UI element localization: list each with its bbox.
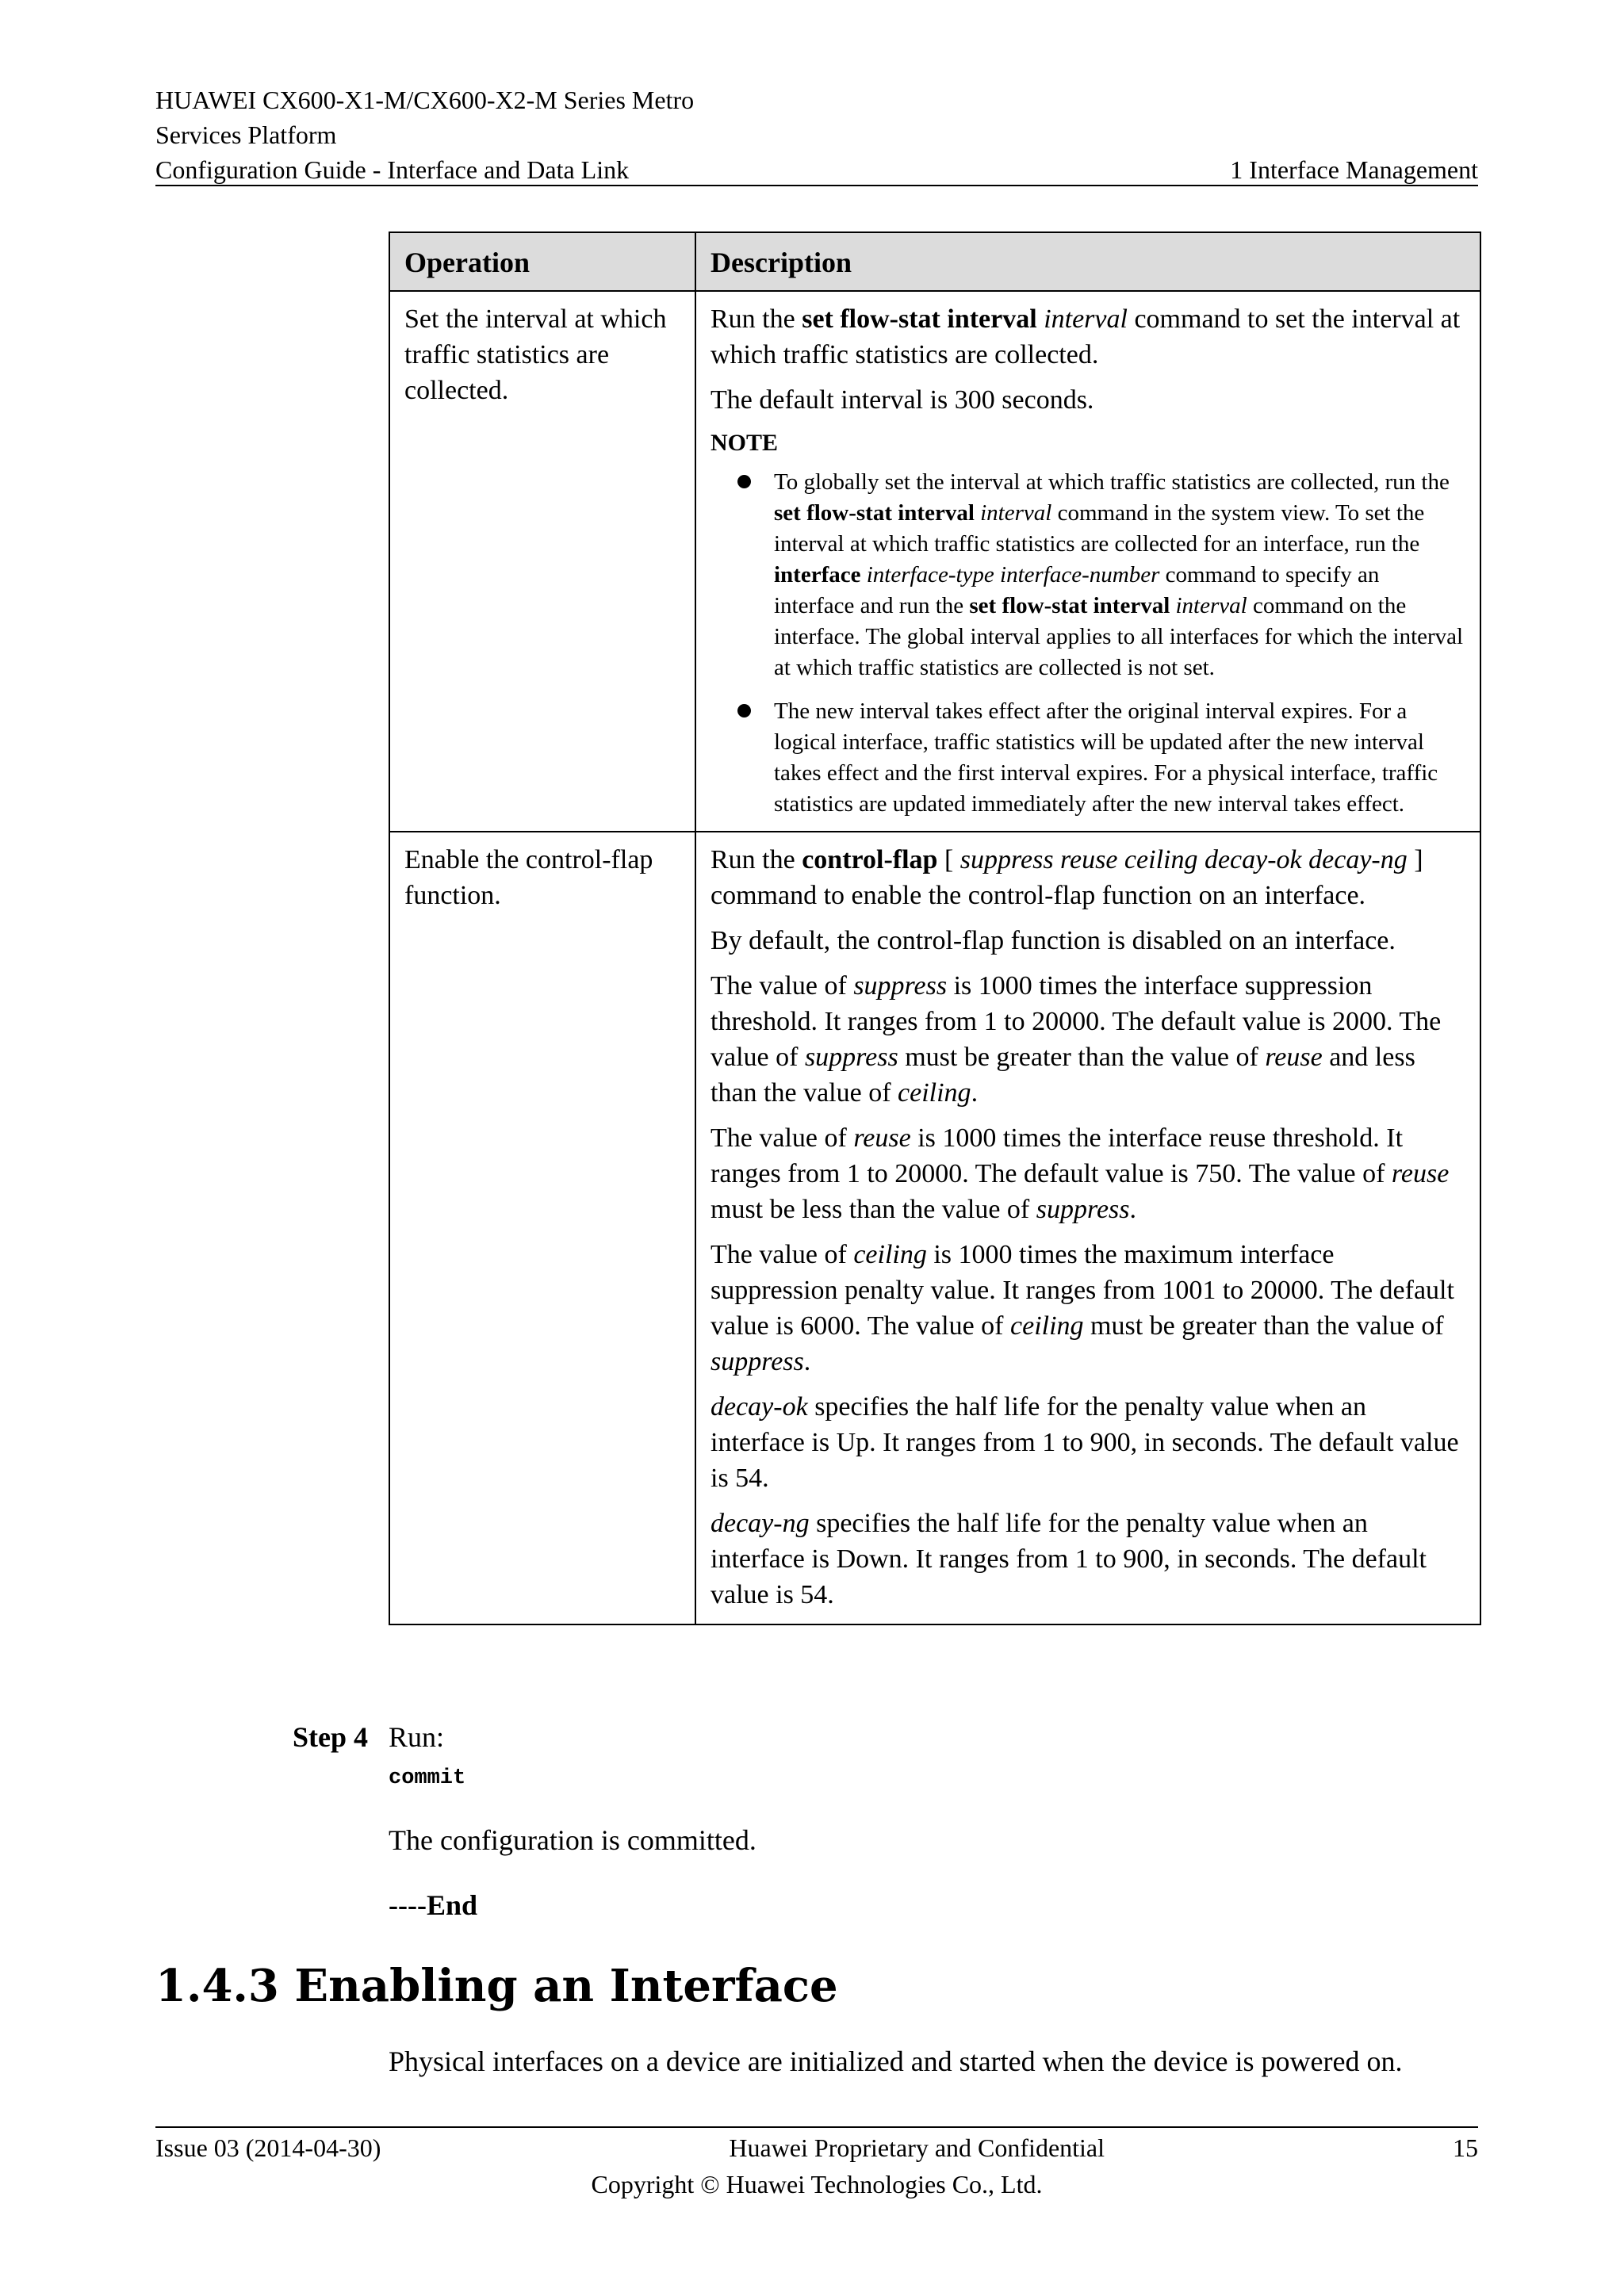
- description-paragraph: The value of ceiling is 1000 times the maximum interface suppression penalty value. It ranges from 1001 to 20000. The default value is 6000. The value of ceiling must be greater than the value of suppress.: [710, 1240, 1454, 1376]
- operation-table: [389, 232, 1481, 1625]
- header-product-line1: HUAWEI CX600-X1-M/CX600-X2-M Series Metro: [155, 86, 695, 114]
- note-item: To globally set the interval at which traffic statistics are collected, run the set flow-stat interval interval command in the system view. To set the interval at which traffic statistics are collected for an interface, run the interface interface-type interface-number command to specify an interface and run the set flow-stat interval interval command on the interface. The global interval applies to all interfaces for which the interval at which traffic statistics are collected is not set.: [710, 467, 1465, 683]
- note-title: NOTE: [710, 430, 779, 456]
- footer-page-number: 15: [1453, 2133, 1478, 2162]
- step-end-marker: ----End: [389, 1889, 478, 1921]
- operation-cell: Set the interval at which traffic statistics are collected.: [389, 291, 695, 832]
- step-result-text: The configuration is committed.: [389, 1824, 756, 1856]
- command-argument: suppress reuse ceiling decay-ok decay-ng: [959, 845, 1408, 874]
- operation-cell: Enable the control-flap function.: [389, 832, 695, 1624]
- header-chapter-title: 1 Interface Management: [1230, 155, 1478, 184]
- table-header-row: [389, 232, 1480, 291]
- note-list: [710, 467, 1465, 820]
- footer-row: [155, 2130, 1478, 2166]
- column-header-operation: Operation: [389, 232, 695, 291]
- step-run-text: Run:: [389, 1721, 445, 1753]
- footer-divider: [155, 2126, 1478, 2128]
- description-paragraph: decay-ng specifies the half life for the penalty value when an interface is Down. It ranges from 1 to 900, in seconds. The default value is 54.: [710, 1509, 1427, 1609]
- note-item: The new interval takes effect after the original interval expires. For a logical interface, traffic statistics will be updated after the new interval takes effect and the first interval expires. For a physical interface, traffic statistics are updated immediately after the new interval takes effect.: [710, 696, 1465, 820]
- footer-confidential: Huawei Proprietary and Confidential: [729, 2133, 1105, 2162]
- command-keyword: control-flap: [802, 845, 938, 874]
- header-row: [155, 152, 1478, 187]
- section-paragraph: Physical interfaces on a device are initialized and started when the device is powered on.: [389, 2045, 1403, 2077]
- column-header-description: Description: [695, 232, 1480, 291]
- footer-copyright: Copyright © Huawei Technologies Co., Ltd.: [591, 2170, 1043, 2198]
- bullet-icon: [737, 475, 751, 488]
- step-label: Step 4: [292, 1721, 368, 1753]
- description-cell: [695, 291, 1480, 832]
- command-keyword: set flow-stat interval: [802, 304, 1037, 334]
- page-header: [155, 82, 1478, 187]
- header-divider: [155, 185, 1478, 186]
- header-guide-title: Configuration Guide - Interface and Data Link: [155, 155, 630, 184]
- header-product-line2: Services Platform: [155, 121, 337, 149]
- page-footer: [155, 2130, 1478, 2202]
- section-heading: 1.4.3 Enabling an Interface: [155, 1960, 838, 2012]
- table-row: [389, 832, 1480, 1624]
- description-paragraph: By default, the control-flap function is disabled on an interface.: [710, 926, 1396, 955]
- description-paragraph: Run the control-flap [ suppress reuse ceiling decay-ok decay-ng ] command to enable the control-flap function on an interface.: [710, 845, 1423, 910]
- bullet-icon: [737, 704, 751, 718]
- description-paragraph: decay-ok specifies the half life for the penalty value when an interface is Up. It ranges from 1 to 900, in seconds. The default value is 54.: [710, 1392, 1459, 1493]
- command-argument: interval: [1044, 304, 1128, 334]
- step-command: commit: [389, 1766, 466, 1790]
- table-row: [389, 291, 1480, 832]
- description-paragraph: The default interval is 300 seconds.: [710, 385, 1094, 415]
- description-paragraph: The value of reuse is 1000 times the interface reuse threshold. It ranges from 1 to 20000. The default value is 750. The value of reuse must be less than the value of suppress.: [710, 1123, 1450, 1224]
- description-paragraph: Run the set flow-stat interval interval command to set the interval at which traffic statistics are collected.: [710, 304, 1461, 369]
- description-paragraph: The value of suppress is 1000 times the interface suppression threshold. It ranges from 1 to 20000. The default value is 2000. The value of suppress must be greater than the value of reuse and less than the value of ceiling.: [710, 971, 1442, 1108]
- footer-issue: Issue 03 (2014-04-30): [155, 2133, 381, 2162]
- description-cell: [695, 832, 1480, 1624]
